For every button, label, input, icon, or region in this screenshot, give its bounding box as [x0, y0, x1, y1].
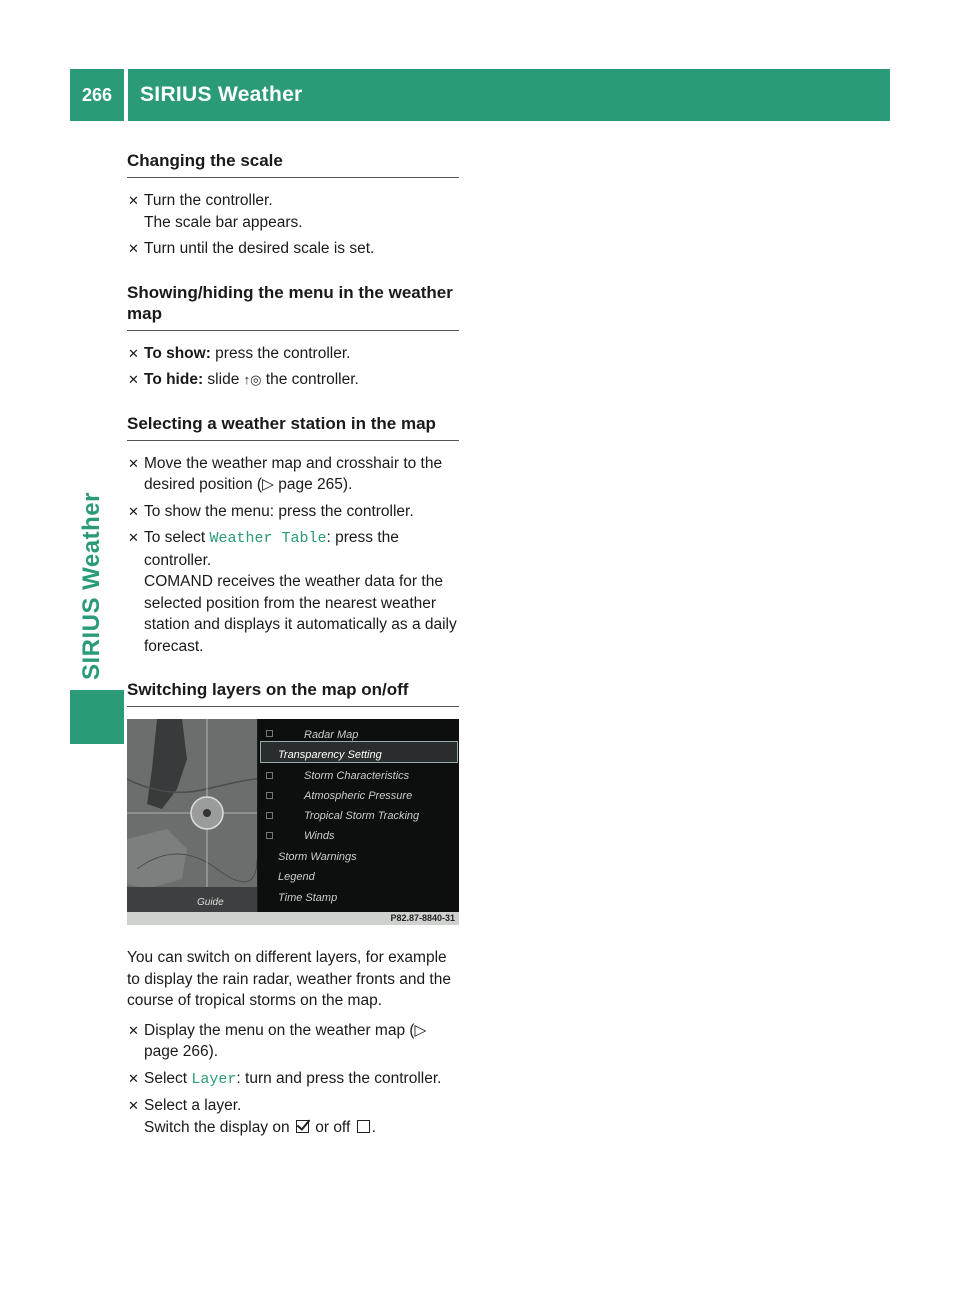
menu-item-storm-warnings[interactable]: Storm Warnings — [278, 851, 357, 863]
step-item — [127, 501, 459, 523]
step-result: Switch the display on — [144, 1118, 294, 1136]
weather-map — [127, 719, 257, 912]
menu-item-time-stamp[interactable]: Time Stamp — [278, 892, 338, 904]
menu-term: Layer — [191, 1070, 237, 1088]
controller-slide-icon: ↑◎ — [243, 372, 262, 387]
step-arrow-icon: ✕ — [128, 503, 139, 519]
step-arrow-icon: ✕ — [128, 372, 139, 387]
step-arrow-icon: ✕ — [128, 345, 139, 361]
menu-item-storm-characteristics[interactable]: Storm Characteristics — [304, 770, 410, 782]
step-item — [127, 453, 459, 496]
step-item — [127, 527, 459, 657]
step-arrow-icon: ✕ — [128, 1098, 139, 1113]
step-text: press the controller. — [210, 344, 351, 362]
step-item — [127, 1095, 459, 1138]
step-arrow-icon: ✕ — [128, 530, 139, 545]
step-text: : turn and press the controller. — [236, 1069, 442, 1087]
step-item — [127, 190, 459, 233]
section-switch-layers — [127, 679, 459, 1138]
step-item — [127, 1068, 459, 1091]
section-paragraph: You can switch on different layers, for example to display the rain radar, weather fronts and the course of tropical storms on the map. — [127, 949, 451, 1009]
menu-item-legend[interactable]: Legend — [278, 871, 315, 883]
step-result: or off — [310, 1118, 355, 1136]
section-select-station — [127, 413, 459, 658]
guide-button[interactable]: Guide — [197, 897, 224, 908]
step-arrow-icon: ✕ — [128, 1022, 139, 1038]
step-text: the controller. — [261, 371, 359, 388]
side-tab-block — [70, 690, 124, 744]
section-heading: Selecting a weather station in the map — [127, 413, 459, 441]
layer-checkbox[interactable] — [266, 832, 273, 839]
section-heading: Changing the scale — [127, 150, 459, 178]
step-bold: To hide: — [144, 371, 204, 388]
step-text: Select — [144, 1069, 192, 1087]
step-arrow-icon: ✕ — [128, 1070, 139, 1086]
content-column — [127, 150, 459, 1153]
figure-code: P82.87-8840-31 — [127, 912, 459, 925]
menu-item-atmospheric-pressure[interactable]: Atmospheric Pressure — [304, 790, 413, 802]
section-heading: Switching layers on the map on/off — [127, 679, 459, 707]
step-arrow-icon: ✕ — [128, 193, 139, 208]
step-result: The scale bar appears. — [144, 213, 303, 231]
step-text: To select — [144, 529, 210, 546]
side-tab-label: SIRIUS Weather — [78, 492, 105, 680]
menu-item-tropical-storm[interactable]: Tropical Storm Tracking — [304, 810, 420, 822]
menu-item-radar-map[interactable]: Radar Map — [304, 729, 359, 741]
step-text: Display the menu on the weather map (▷ page 266). — [144, 1021, 427, 1060]
section-heading: Showing/hiding the menu in the weather map — [127, 282, 459, 331]
step-arrow-icon: ✕ — [128, 455, 139, 471]
layer-checkbox[interactable] — [266, 730, 273, 737]
menu-item-winds[interactable]: Winds — [304, 830, 335, 842]
map-graphic — [127, 719, 257, 912]
step-text: : press the controller. — [144, 529, 399, 569]
menu-item-transparency[interactable]: Transparency Setting — [278, 749, 382, 761]
step-result: COMAND receives the weather data for the selected position from the nearest weather station and displays it automatically as a daily forecast. — [144, 573, 457, 655]
layer-checkbox[interactable] — [266, 792, 273, 799]
step-text: To show the menu: press the controller. — [144, 502, 414, 520]
checkbox-checked-icon — [296, 1120, 309, 1133]
step-item — [127, 1020, 459, 1063]
checkbox-empty-icon — [357, 1120, 370, 1133]
step-item — [127, 369, 459, 391]
step-text: slide — [203, 371, 244, 388]
step-arrow-icon: ✕ — [128, 241, 139, 256]
step-text: Move the weather map and crosshair to the desired position (▷ page 265). — [144, 454, 443, 493]
layer-menu — [258, 719, 459, 912]
step-result: . — [371, 1118, 376, 1136]
section-changing-scale — [127, 150, 459, 260]
step-text: Select a layer. — [144, 1097, 242, 1114]
menu-term: Weather Table — [209, 530, 327, 547]
section-show-hide-menu — [127, 282, 459, 391]
step-bold: To show: — [144, 344, 211, 362]
page-number: 266 — [70, 69, 124, 121]
layer-checkbox[interactable] — [266, 812, 273, 819]
layer-checkbox[interactable] — [266, 772, 273, 779]
screen-figure — [127, 719, 459, 925]
step-text: Turn until the desired scale is set. — [144, 240, 375, 257]
step-item — [127, 238, 459, 260]
chapter-title: SIRIUS Weather — [128, 69, 890, 121]
step-item — [127, 343, 459, 365]
step-text: Turn the controller. — [144, 192, 273, 209]
